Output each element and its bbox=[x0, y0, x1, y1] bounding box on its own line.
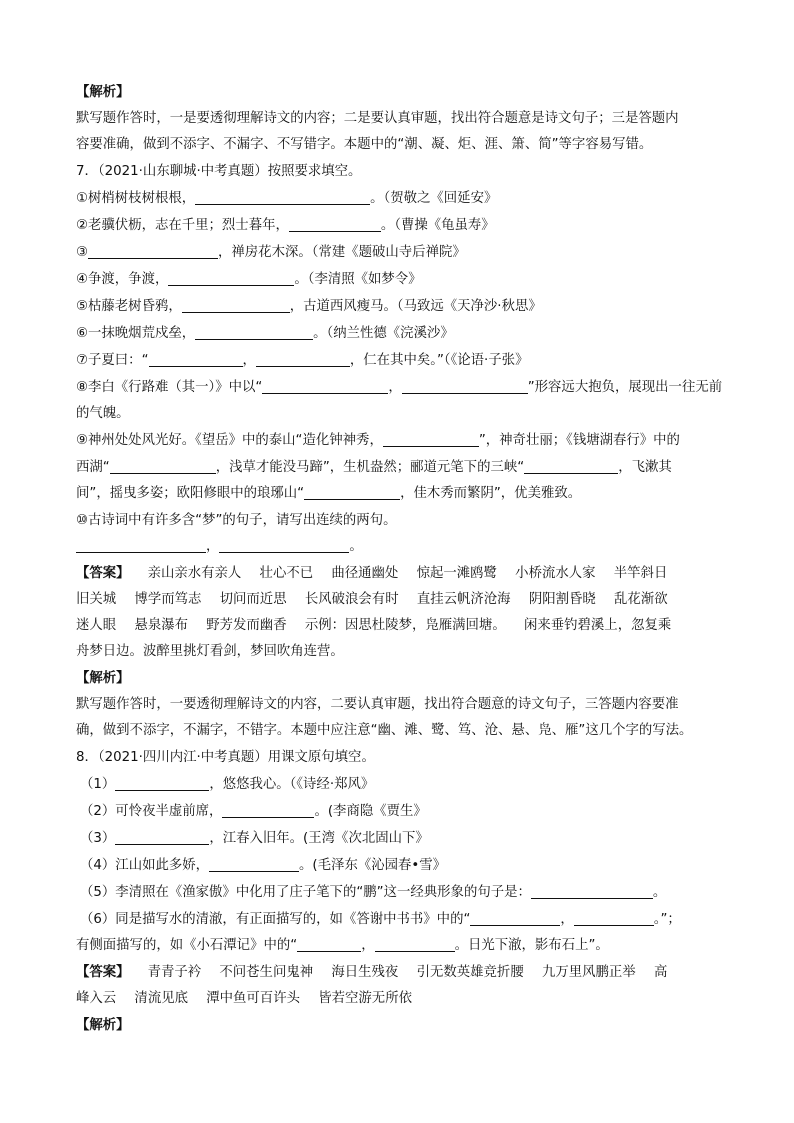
answer-blank[interactable] bbox=[531, 881, 653, 899]
answer-blank[interactable] bbox=[149, 349, 243, 367]
question-7-item-10: ⑩古诗词中有许多含“梦”的句子，请写出连续的两句。 bbox=[76, 513, 397, 528]
answer-blank[interactable] bbox=[182, 295, 290, 313]
question-7-item-4: ④争渡，争渡， 。（李清照《如梦令》 bbox=[76, 267, 736, 293]
answer-blank[interactable] bbox=[383, 429, 479, 447]
analysis-text: 默写题作答时，一是要透彻理解诗文的内容；二是要认真审题，找出符合题意是诗文句子；三是答题内 bbox=[76, 111, 679, 126]
analysis-heading: 【解析】 bbox=[76, 85, 130, 100]
question-8-item-6: （6）同是描写水的清澈，有正面描写的，如《答谢中书书》中的“ ， 。”； bbox=[80, 907, 740, 933]
question-7-item-6: ⑥一抹晚烟荒戍垒， 。（纳兰性德《浣溪沙》 bbox=[76, 321, 736, 347]
answer-blank[interactable] bbox=[115, 827, 209, 845]
answer-blank[interactable] bbox=[256, 349, 350, 367]
analysis-heading: 【解析】 bbox=[76, 1018, 130, 1033]
question-8-item-3: （3） ，江春入旧年。(王湾《次北固山下》 bbox=[80, 826, 740, 852]
answer-blank[interactable] bbox=[289, 214, 381, 232]
question-7-item-9: ⑨神州处处风光好。《望岳》中的泰山“造化钟神秀， ”，神奇壮丽；《钱塘湖春行》中的 bbox=[76, 428, 736, 454]
answer-blank[interactable] bbox=[470, 908, 560, 926]
analysis-text: 容要准确，做到不添字、不漏字、不写错字。本题中的“潮、凝、炬、涯、箫、简”等字容易写错。 bbox=[76, 137, 653, 152]
answer-blank[interactable] bbox=[115, 773, 209, 791]
question-7-item-8: ⑧李白《行路难（其一）》中以“ ， ”形容远大抱负，展现出一往无前 bbox=[76, 375, 736, 401]
answer-blank[interactable] bbox=[219, 535, 349, 553]
answer-blank[interactable] bbox=[574, 908, 654, 926]
answer-blank[interactable] bbox=[209, 854, 299, 872]
question-8-answer: 【答案】 青青子衿 不问苍生问鬼神 海日生残夜 引无数英雄竞折腰 九万里风鹏正举 高 bbox=[76, 965, 668, 980]
answer-blank[interactable] bbox=[110, 456, 216, 474]
analysis-text: 确，做到不添字，不漏字，不错字。本题中应注意“幽、滩、鹭、笃、沧、悬、凫、雁”这几个字的写法。 bbox=[76, 723, 693, 738]
question-7-item-9-cont: 间”，摇曳多姿；欧阳修眼中的琅琊山“ ，佳木秀而繁阴”，优美雅致。 bbox=[76, 481, 736, 507]
question-8-answer-cont: 峰入云 清流见底 潭中鱼可百许头 皆若空游无所依 bbox=[76, 991, 412, 1006]
question-8-item-4: （4）江山如此多娇， 。(毛泽东《沁园春•雪》 bbox=[80, 853, 740, 879]
question-7-item-2: ②老骥伏枥，志在千里；烈士暮年， 。（曹操《龟虽寿》 bbox=[76, 213, 736, 239]
answer-blank[interactable] bbox=[402, 376, 528, 394]
answer-blank[interactable] bbox=[262, 376, 388, 394]
answer-blank[interactable] bbox=[76, 535, 206, 553]
analysis-text: 默写题作答时，一要透彻理解诗文的内容，二要认真审题，找出符合题意的诗文句子，三答题内容要准 bbox=[76, 697, 679, 712]
answer-blank[interactable] bbox=[304, 482, 400, 500]
question-7-item-9-cont: 西湖“ ，浅草才能没马蹄”，生机盎然；郦道元笔下的三峡“ ，飞漱其 bbox=[76, 455, 736, 481]
question-7-answer-cont: 旧关城 博学而笃志 切问而近思 长风破浪会有时 直挂云帆济沧海 阴阳割昏晓 乱花渐欲 bbox=[76, 592, 668, 607]
question-8-item-5: （5）李清照在《渔家傲》中化用了庄子笔下的“鹏”这一经典形象的句子是： 。 bbox=[80, 880, 740, 906]
answer-blank[interactable] bbox=[375, 934, 455, 952]
question-7-item-1: ①树梢树枝树根根， 。（贺敬之《回延安》 bbox=[76, 186, 736, 212]
answer-blank[interactable] bbox=[195, 187, 370, 205]
question-7-title: 7．（2021·山东聊城·中考真题）按照要求填空。 bbox=[76, 164, 362, 179]
answer-blank[interactable] bbox=[524, 456, 618, 474]
question-8-item-1: （1） ，悠悠我心。（《诗经·郑风》 bbox=[80, 772, 740, 798]
question-7-answer-cont: 迷人眼 悬泉瀑布 野芳发而幽香 示例：因思杜陵梦，凫雁满回塘。 闲来垂钓碧溪上，忽复乘 bbox=[76, 618, 672, 633]
answer-blank[interactable] bbox=[297, 934, 361, 952]
question-7-item-8-cont: 的气魄。 bbox=[76, 406, 130, 421]
question-7-item-5: ⑤枯藤老树昏鸦， ，古道西风瘦马。（马致远《天净沙·秋思》 bbox=[76, 294, 736, 320]
answer-blank[interactable] bbox=[168, 268, 294, 286]
question-7-item-10-blanks: ， 。 bbox=[76, 534, 736, 560]
question-7-answer-cont: 舟梦日边。波醉里挑灯看剑，梦回吹角连营。 bbox=[76, 644, 344, 659]
answer-blank[interactable] bbox=[222, 800, 314, 818]
question-8-item-2: （2）可怜夜半虚前席， 。(李商隐《贾生》 bbox=[80, 799, 740, 825]
question-8-item-6-cont: 有侧面描写的，如《小石潭记》中的“ ， 。日光下澈，影布石上”。 bbox=[76, 933, 736, 959]
question-7-item-7: ⑦子夏曰：“ ， ，仁在其中矣。”（《论语·子张》 bbox=[76, 348, 736, 374]
question-7-item-3: ③ ，禅房花木深。（常建《题破山寺后禅院》 bbox=[76, 240, 736, 266]
analysis-heading: 【解析】 bbox=[76, 671, 130, 686]
question-7-answer: 【答案】 亲山亲水有亲人 壮心不已 曲径通幽处 惊起一滩鸥鹭 小桥流水人家 半竿斜日 bbox=[76, 566, 668, 581]
answer-blank[interactable] bbox=[88, 241, 218, 259]
question-8-title: 8．（2021·四川内江·中考真题）用课文原句填空。 bbox=[76, 750, 375, 765]
answer-blank[interactable] bbox=[195, 322, 313, 340]
